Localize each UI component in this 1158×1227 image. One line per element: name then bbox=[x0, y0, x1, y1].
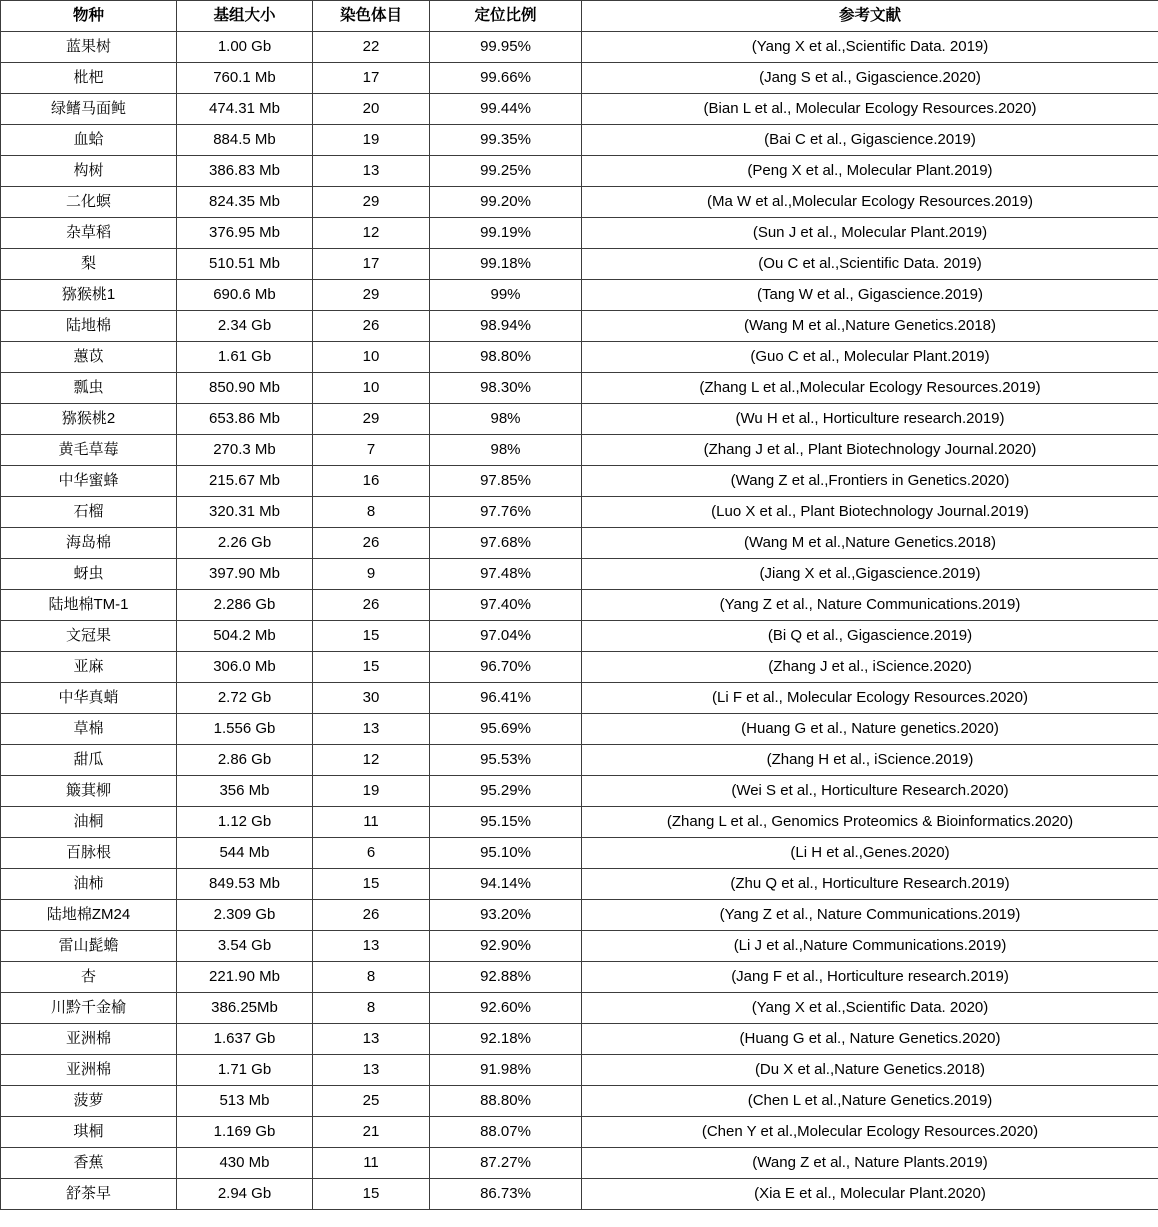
table-row bbox=[1, 838, 1158, 869]
cell-anchor-ratio: 95.69% bbox=[430, 714, 582, 745]
cell-anchor-ratio: 98% bbox=[430, 435, 582, 466]
cell-chromosome-number: 7 bbox=[313, 435, 430, 466]
cell-genome-size: 474.31 Mb bbox=[177, 94, 313, 125]
cell-species: 舒茶早 bbox=[1, 1179, 177, 1210]
cell-genome-size: 760.1 Mb bbox=[177, 63, 313, 94]
cell-anchor-ratio: 97.48% bbox=[430, 559, 582, 590]
cell-chromosome-number: 29 bbox=[313, 404, 430, 435]
cell-genome-size: 215.67 Mb bbox=[177, 466, 313, 497]
table-row bbox=[1, 962, 1158, 993]
cell-species: 绿鳍马面鲀 bbox=[1, 94, 177, 125]
cell-anchor-ratio: 99.20% bbox=[430, 187, 582, 218]
cell-anchor-ratio: 92.60% bbox=[430, 993, 582, 1024]
table-row bbox=[1, 1024, 1158, 1055]
table-row bbox=[1, 683, 1158, 714]
table-row bbox=[1, 94, 1158, 125]
cell-anchor-ratio: 97.04% bbox=[430, 621, 582, 652]
cell-anchor-ratio: 95.53% bbox=[430, 745, 582, 776]
cell-chromosome-number: 11 bbox=[313, 807, 430, 838]
cell-genome-size: 513 Mb bbox=[177, 1086, 313, 1117]
cell-species: 蚜虫 bbox=[1, 559, 177, 590]
cell-anchor-ratio: 99.44% bbox=[430, 94, 582, 125]
cell-genome-size: 221.90 Mb bbox=[177, 962, 313, 993]
table-row bbox=[1, 342, 1158, 373]
cell-chromosome-number: 13 bbox=[313, 1055, 430, 1086]
table-row bbox=[1, 435, 1158, 466]
cell-species: 文冠果 bbox=[1, 621, 177, 652]
cell-species: 梨 bbox=[1, 249, 177, 280]
cell-chromosome-number: 15 bbox=[313, 621, 430, 652]
cell-chromosome-number: 25 bbox=[313, 1086, 430, 1117]
cell-reference: (Wang M et al.,Nature Genetics.2018) bbox=[582, 311, 1158, 342]
cell-reference: (Li F et al., Molecular Ecology Resources.2020) bbox=[582, 683, 1158, 714]
cell-chromosome-number: 22 bbox=[313, 32, 430, 63]
cell-chromosome-number: 26 bbox=[313, 528, 430, 559]
cell-chromosome-number: 6 bbox=[313, 838, 430, 869]
cell-genome-size: 320.31 Mb bbox=[177, 497, 313, 528]
cell-genome-size: 544 Mb bbox=[177, 838, 313, 869]
table-header-row bbox=[1, 1, 1158, 32]
cell-chromosome-number: 8 bbox=[313, 993, 430, 1024]
cell-chromosome-number: 8 bbox=[313, 497, 430, 528]
cell-anchor-ratio: 87.27% bbox=[430, 1148, 582, 1179]
cell-chromosome-number: 21 bbox=[313, 1117, 430, 1148]
cell-chromosome-number: 20 bbox=[313, 94, 430, 125]
cell-reference: (Yang Z et al., Nature Communications.2019) bbox=[582, 590, 1158, 621]
table-row bbox=[1, 1117, 1158, 1148]
cell-species: 海岛棉 bbox=[1, 528, 177, 559]
cell-anchor-ratio: 98.80% bbox=[430, 342, 582, 373]
cell-reference: (Chen L et al.,Nature Genetics.2019) bbox=[582, 1086, 1158, 1117]
cell-anchor-ratio: 99.66% bbox=[430, 63, 582, 94]
table-row bbox=[1, 280, 1158, 311]
cell-reference: (Jang S et al., Gigascience.2020) bbox=[582, 63, 1158, 94]
cell-chromosome-number: 15 bbox=[313, 1179, 430, 1210]
cell-reference: (Jang F et al., Horticulture research.2019) bbox=[582, 962, 1158, 993]
cell-reference: (Tang W et al., Gigascience.2019) bbox=[582, 280, 1158, 311]
cell-genome-size: 2.34 Gb bbox=[177, 311, 313, 342]
cell-genome-size: 397.90 Mb bbox=[177, 559, 313, 590]
cell-anchor-ratio: 99.35% bbox=[430, 125, 582, 156]
cell-reference: (Luo X et al., Plant Biotechnology Journal.2019) bbox=[582, 497, 1158, 528]
cell-anchor-ratio: 86.73% bbox=[430, 1179, 582, 1210]
cell-anchor-ratio: 91.98% bbox=[430, 1055, 582, 1086]
cell-reference: (Bai C et al., Gigascience.2019) bbox=[582, 125, 1158, 156]
cell-reference: (Yang X et al.,Scientific Data. 2020) bbox=[582, 993, 1158, 1024]
cell-genome-size: 2.286 Gb bbox=[177, 590, 313, 621]
cell-genome-size: 1.637 Gb bbox=[177, 1024, 313, 1055]
cell-genome-size: 356 Mb bbox=[177, 776, 313, 807]
table-row bbox=[1, 311, 1158, 342]
cell-species: 枇杷 bbox=[1, 63, 177, 94]
cell-reference: (Bi Q et al., Gigascience.2019) bbox=[582, 621, 1158, 652]
cell-reference: (Zhang L et al., Genomics Proteomics & Bioinformatics.2020) bbox=[582, 807, 1158, 838]
cell-chromosome-number: 10 bbox=[313, 373, 430, 404]
cell-chromosome-number: 9 bbox=[313, 559, 430, 590]
table-row bbox=[1, 652, 1158, 683]
table-row bbox=[1, 373, 1158, 404]
cell-anchor-ratio: 98.30% bbox=[430, 373, 582, 404]
cell-genome-size: 2.72 Gb bbox=[177, 683, 313, 714]
table-row bbox=[1, 32, 1158, 63]
cell-chromosome-number: 29 bbox=[313, 280, 430, 311]
cell-genome-size: 850.90 Mb bbox=[177, 373, 313, 404]
cell-genome-size: 2.94 Gb bbox=[177, 1179, 313, 1210]
cell-reference: (Ma W et al.,Molecular Ecology Resources.2019) bbox=[582, 187, 1158, 218]
table-row bbox=[1, 1179, 1158, 1210]
cell-genome-size: 3.54 Gb bbox=[177, 931, 313, 962]
cell-reference: (Yang Z et al., Nature Communications.2019) bbox=[582, 900, 1158, 931]
cell-anchor-ratio: 99.18% bbox=[430, 249, 582, 280]
cell-chromosome-number: 26 bbox=[313, 900, 430, 931]
cell-chromosome-number: 12 bbox=[313, 218, 430, 249]
cell-species: 黄毛草莓 bbox=[1, 435, 177, 466]
cell-anchor-ratio: 98.94% bbox=[430, 311, 582, 342]
cell-reference: (Yang X et al.,Scientific Data. 2019) bbox=[582, 32, 1158, 63]
cell-species: 构树 bbox=[1, 156, 177, 187]
cell-chromosome-number: 13 bbox=[313, 931, 430, 962]
cell-anchor-ratio: 92.18% bbox=[430, 1024, 582, 1055]
cell-reference: (Wang Z et al., Nature Plants.2019) bbox=[582, 1148, 1158, 1179]
cell-anchor-ratio: 93.20% bbox=[430, 900, 582, 931]
cell-reference: (Jiang X et al.,Gigascience.2019) bbox=[582, 559, 1158, 590]
cell-genome-size: 1.12 Gb bbox=[177, 807, 313, 838]
table-row bbox=[1, 249, 1158, 280]
table-row bbox=[1, 187, 1158, 218]
cell-species: 百脉根 bbox=[1, 838, 177, 869]
table-row bbox=[1, 1148, 1158, 1179]
table-row bbox=[1, 776, 1158, 807]
cell-reference: (Huang G et al., Nature genetics.2020) bbox=[582, 714, 1158, 745]
cell-species: 中华蜜蜂 bbox=[1, 466, 177, 497]
cell-genome-size: 653.86 Mb bbox=[177, 404, 313, 435]
cell-genome-size: 1.169 Gb bbox=[177, 1117, 313, 1148]
column-header-anchor-ratio: 定位比例 bbox=[430, 1, 582, 32]
cell-reference: (Chen Y et al.,Molecular Ecology Resources.2020) bbox=[582, 1117, 1158, 1148]
cell-anchor-ratio: 97.68% bbox=[430, 528, 582, 559]
cell-reference: (Li J et al.,Nature Communications.2019) bbox=[582, 931, 1158, 962]
cell-genome-size: 430 Mb bbox=[177, 1148, 313, 1179]
cell-species: 猕猴桃1 bbox=[1, 280, 177, 311]
table-row bbox=[1, 218, 1158, 249]
cell-species: 菠萝 bbox=[1, 1086, 177, 1117]
cell-chromosome-number: 26 bbox=[313, 590, 430, 621]
cell-anchor-ratio: 99% bbox=[430, 280, 582, 311]
cell-anchor-ratio: 96.70% bbox=[430, 652, 582, 683]
cell-species: 琪桐 bbox=[1, 1117, 177, 1148]
cell-reference: (Guo C et al., Molecular Plant.2019) bbox=[582, 342, 1158, 373]
table-row bbox=[1, 528, 1158, 559]
cell-anchor-ratio: 94.14% bbox=[430, 869, 582, 900]
cell-species: 亚洲棉 bbox=[1, 1024, 177, 1055]
cell-anchor-ratio: 99.25% bbox=[430, 156, 582, 187]
table-row bbox=[1, 63, 1158, 94]
cell-anchor-ratio: 98% bbox=[430, 404, 582, 435]
cell-reference: (Zhang J et al., iScience.2020) bbox=[582, 652, 1158, 683]
column-header-reference: 参考文献 bbox=[582, 1, 1158, 32]
cell-anchor-ratio: 97.85% bbox=[430, 466, 582, 497]
table-row bbox=[1, 621, 1158, 652]
cell-species: 瓢虫 bbox=[1, 373, 177, 404]
table-row bbox=[1, 931, 1158, 962]
cell-genome-size: 510.51 Mb bbox=[177, 249, 313, 280]
table-row bbox=[1, 404, 1158, 435]
cell-genome-size: 690.6 Mb bbox=[177, 280, 313, 311]
cell-reference: (Zhu Q et al., Horticulture Research.2019) bbox=[582, 869, 1158, 900]
cell-anchor-ratio: 99.95% bbox=[430, 32, 582, 63]
table-row bbox=[1, 125, 1158, 156]
cell-reference: (Wang M et al.,Nature Genetics.2018) bbox=[582, 528, 1158, 559]
cell-genome-size: 306.0 Mb bbox=[177, 652, 313, 683]
cell-genome-size: 2.86 Gb bbox=[177, 745, 313, 776]
cell-reference: (Wei S et al., Horticulture Research.2020) bbox=[582, 776, 1158, 807]
cell-reference: (Ou C et al.,Scientific Data. 2019) bbox=[582, 249, 1158, 280]
cell-species: 杏 bbox=[1, 962, 177, 993]
column-header-genome-size: 基组大小 bbox=[177, 1, 313, 32]
table-header bbox=[1, 1, 1158, 32]
cell-species: 血蛤 bbox=[1, 125, 177, 156]
cell-genome-size: 504.2 Mb bbox=[177, 621, 313, 652]
cell-reference: (Zhang H et al., iScience.2019) bbox=[582, 745, 1158, 776]
cell-anchor-ratio: 97.76% bbox=[430, 497, 582, 528]
cell-species: 香蕉 bbox=[1, 1148, 177, 1179]
cell-species: 陆地棉ZM24 bbox=[1, 900, 177, 931]
table-row bbox=[1, 559, 1158, 590]
cell-species: 雷山髭蟾 bbox=[1, 931, 177, 962]
cell-reference: (Du X et al.,Nature Genetics.2018) bbox=[582, 1055, 1158, 1086]
cell-reference: (Zhang J et al., Plant Biotechnology Journal.2020) bbox=[582, 435, 1158, 466]
table-row bbox=[1, 745, 1158, 776]
cell-species: 川黔千金榆 bbox=[1, 993, 177, 1024]
cell-anchor-ratio: 92.90% bbox=[430, 931, 582, 962]
cell-species: 簸萁柳 bbox=[1, 776, 177, 807]
cell-genome-size: 1.71 Gb bbox=[177, 1055, 313, 1086]
cell-species: 油桐 bbox=[1, 807, 177, 838]
cell-chromosome-number: 15 bbox=[313, 652, 430, 683]
cell-reference: (Bian L et al., Molecular Ecology Resources.2020) bbox=[582, 94, 1158, 125]
table-row bbox=[1, 1055, 1158, 1086]
cell-chromosome-number: 26 bbox=[313, 311, 430, 342]
table-row bbox=[1, 714, 1158, 745]
cell-chromosome-number: 13 bbox=[313, 714, 430, 745]
cell-anchor-ratio: 96.41% bbox=[430, 683, 582, 714]
table-row bbox=[1, 156, 1158, 187]
cell-chromosome-number: 17 bbox=[313, 63, 430, 94]
cell-reference: (Xia E et al., Molecular Plant.2020) bbox=[582, 1179, 1158, 1210]
cell-reference: (Zhang L et al.,Molecular Ecology Resources.2019) bbox=[582, 373, 1158, 404]
column-header-species: 物种 bbox=[1, 1, 177, 32]
cell-anchor-ratio: 88.80% bbox=[430, 1086, 582, 1117]
cell-anchor-ratio: 95.29% bbox=[430, 776, 582, 807]
table-body bbox=[1, 32, 1158, 1210]
cell-anchor-ratio: 99.19% bbox=[430, 218, 582, 249]
cell-species: 亚洲棉 bbox=[1, 1055, 177, 1086]
cell-anchor-ratio: 95.15% bbox=[430, 807, 582, 838]
cell-reference: (Sun J et al., Molecular Plant.2019) bbox=[582, 218, 1158, 249]
column-header-chromosome-number: 染色体目 bbox=[313, 1, 430, 32]
cell-species: 中华真蛸 bbox=[1, 683, 177, 714]
cell-chromosome-number: 13 bbox=[313, 1024, 430, 1055]
cell-chromosome-number: 29 bbox=[313, 187, 430, 218]
cell-species: 石榴 bbox=[1, 497, 177, 528]
cell-species: 二化螟 bbox=[1, 187, 177, 218]
cell-species: 猕猴桃2 bbox=[1, 404, 177, 435]
cell-chromosome-number: 17 bbox=[313, 249, 430, 280]
cell-species: 甜瓜 bbox=[1, 745, 177, 776]
cell-genome-size: 2.26 Gb bbox=[177, 528, 313, 559]
cell-genome-size: 1.556 Gb bbox=[177, 714, 313, 745]
table-row bbox=[1, 993, 1158, 1024]
table-row bbox=[1, 466, 1158, 497]
cell-genome-size: 2.309 Gb bbox=[177, 900, 313, 931]
cell-reference: (Wang Z et al.,Frontiers in Genetics.2020) bbox=[582, 466, 1158, 497]
cell-genome-size: 270.3 Mb bbox=[177, 435, 313, 466]
cell-species: 草棉 bbox=[1, 714, 177, 745]
cell-chromosome-number: 11 bbox=[313, 1148, 430, 1179]
cell-anchor-ratio: 97.40% bbox=[430, 590, 582, 621]
table-row bbox=[1, 1086, 1158, 1117]
cell-genome-size: 376.95 Mb bbox=[177, 218, 313, 249]
cell-chromosome-number: 19 bbox=[313, 776, 430, 807]
cell-chromosome-number: 16 bbox=[313, 466, 430, 497]
cell-genome-size: 849.53 Mb bbox=[177, 869, 313, 900]
cell-reference: (Wu H et al., Horticulture research.2019) bbox=[582, 404, 1158, 435]
cell-genome-size: 824.35 Mb bbox=[177, 187, 313, 218]
cell-chromosome-number: 19 bbox=[313, 125, 430, 156]
cell-species: 陆地棉 bbox=[1, 311, 177, 342]
cell-chromosome-number: 12 bbox=[313, 745, 430, 776]
cell-reference: (Huang G et al., Nature Genetics.2020) bbox=[582, 1024, 1158, 1055]
cell-species: 油柿 bbox=[1, 869, 177, 900]
cell-genome-size: 1.61 Gb bbox=[177, 342, 313, 373]
table-row bbox=[1, 807, 1158, 838]
cell-anchor-ratio: 88.07% bbox=[430, 1117, 582, 1148]
cell-reference: (Li H et al.,Genes.2020) bbox=[582, 838, 1158, 869]
cell-genome-size: 1.00 Gb bbox=[177, 32, 313, 63]
cell-species: 杂草稻 bbox=[1, 218, 177, 249]
cell-genome-size: 386.83 Mb bbox=[177, 156, 313, 187]
cell-chromosome-number: 8 bbox=[313, 962, 430, 993]
cell-species: 蓝果树 bbox=[1, 32, 177, 63]
cell-chromosome-number: 10 bbox=[313, 342, 430, 373]
cell-genome-size: 884.5 Mb bbox=[177, 125, 313, 156]
cell-chromosome-number: 15 bbox=[313, 869, 430, 900]
cell-species: 蕙苡 bbox=[1, 342, 177, 373]
cell-anchor-ratio: 95.10% bbox=[430, 838, 582, 869]
cell-species: 陆地棉TM-1 bbox=[1, 590, 177, 621]
table-row bbox=[1, 497, 1158, 528]
cell-species: 亚麻 bbox=[1, 652, 177, 683]
table-row bbox=[1, 590, 1158, 621]
cell-chromosome-number: 13 bbox=[313, 156, 430, 187]
cell-reference: (Peng X et al., Molecular Plant.2019) bbox=[582, 156, 1158, 187]
table-row bbox=[1, 900, 1158, 931]
cell-chromosome-number: 30 bbox=[313, 683, 430, 714]
table-row bbox=[1, 869, 1158, 900]
cell-anchor-ratio: 92.88% bbox=[430, 962, 582, 993]
cell-genome-size: 386.25Mb bbox=[177, 993, 313, 1024]
